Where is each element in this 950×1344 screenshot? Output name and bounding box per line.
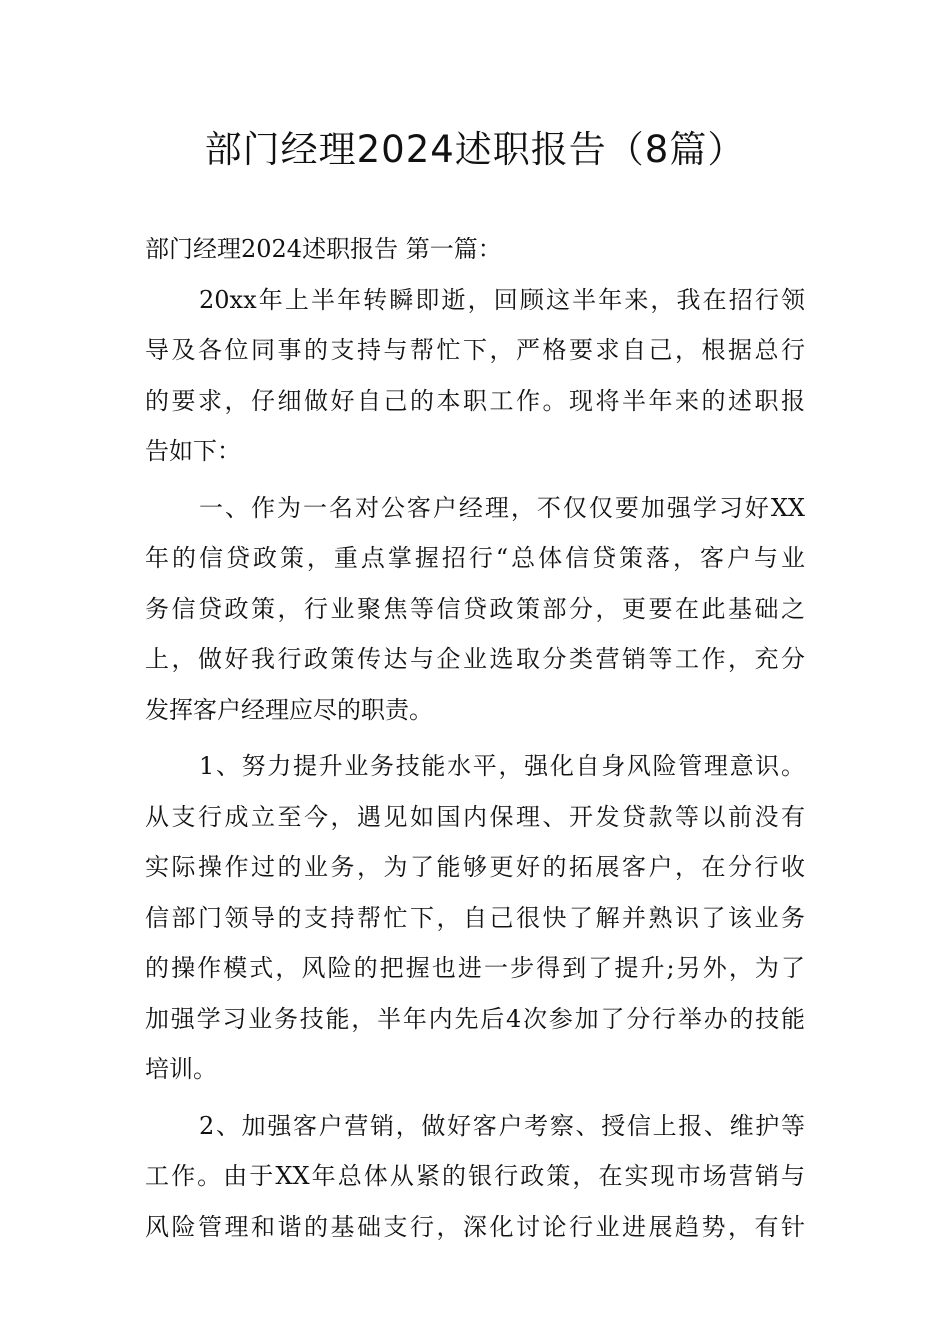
paragraph-line: 加强学习业务技能，半年内先后4次参加了分行举办的技能: [145, 1004, 805, 1033]
paragraph-line: 发挥客户经理应尽的职责。: [145, 695, 433, 724]
paragraph-line: 的要求，仔细做好自己的本职工作。现将半年来的述职报: [145, 386, 805, 415]
paragraph-line: 一、作为一名对公客户经理，不仅仅要加强学习好XX: [199, 493, 805, 522]
paragraph-line: 务信贷政策，行业聚焦等信贷政策部分，更要在此基础之: [145, 594, 805, 623]
paragraph-line: 的操作模式，风险的把握也进一步得到了提升;另外，为了: [145, 954, 805, 982]
paragraph-line: 导及各位同事的支持与帮忙下，严格要求自己，根据总行: [145, 336, 805, 364]
paragraph-line: 1、努力提升业务技能水平，强化自身风险管理意识。: [199, 752, 805, 780]
paragraph-line: 从支行成立至今，遇见如国内保理、开发贷款等以前没有: [145, 802, 805, 831]
paragraph-line: 培训。: [145, 1055, 217, 1083]
paragraph-line: 告如下：: [145, 437, 241, 465]
paragraph-3: [145, 741, 805, 1095]
paragraph-line: 信部门领导的支持帮忙下，自己很快了解并熟识了该业务: [145, 903, 805, 932]
paragraph-line: 工作。由于XX年总体从紧的银行政策，在实现市场营销与: [145, 1162, 805, 1190]
section-heading: 部门经理2024述职报告 第一篇：: [145, 235, 502, 263]
paragraph-line: 20xx年上半年转瞬即逝，回顾这半年来，我在招行领: [199, 285, 805, 314]
paragraph-4: [145, 1101, 805, 1253]
document-body: [145, 224, 805, 1258]
paragraph-line: 风险管理和谐的基础支行，深化讨论行业进展趋势，有针: [145, 1212, 805, 1241]
paragraph-2: [145, 483, 805, 736]
document-title: 部门经理2024述职报告（8篇）: [204, 128, 746, 171]
paragraph-line: 上，做好我行政策传达与企业选取分类营销等工作，充分: [145, 645, 805, 673]
paragraph-line: 2、加强客户营销，做好客户考察、授信上报、维护等: [199, 1111, 805, 1140]
paragraph-1: [145, 275, 805, 477]
paragraph-line: 实际操作过的业务，为了能够更好的拓展客户，在分行收: [145, 853, 805, 881]
paragraph-line: 年的信贷政策，重点掌握招行“总体信贷策落，客户与业: [145, 544, 805, 572]
